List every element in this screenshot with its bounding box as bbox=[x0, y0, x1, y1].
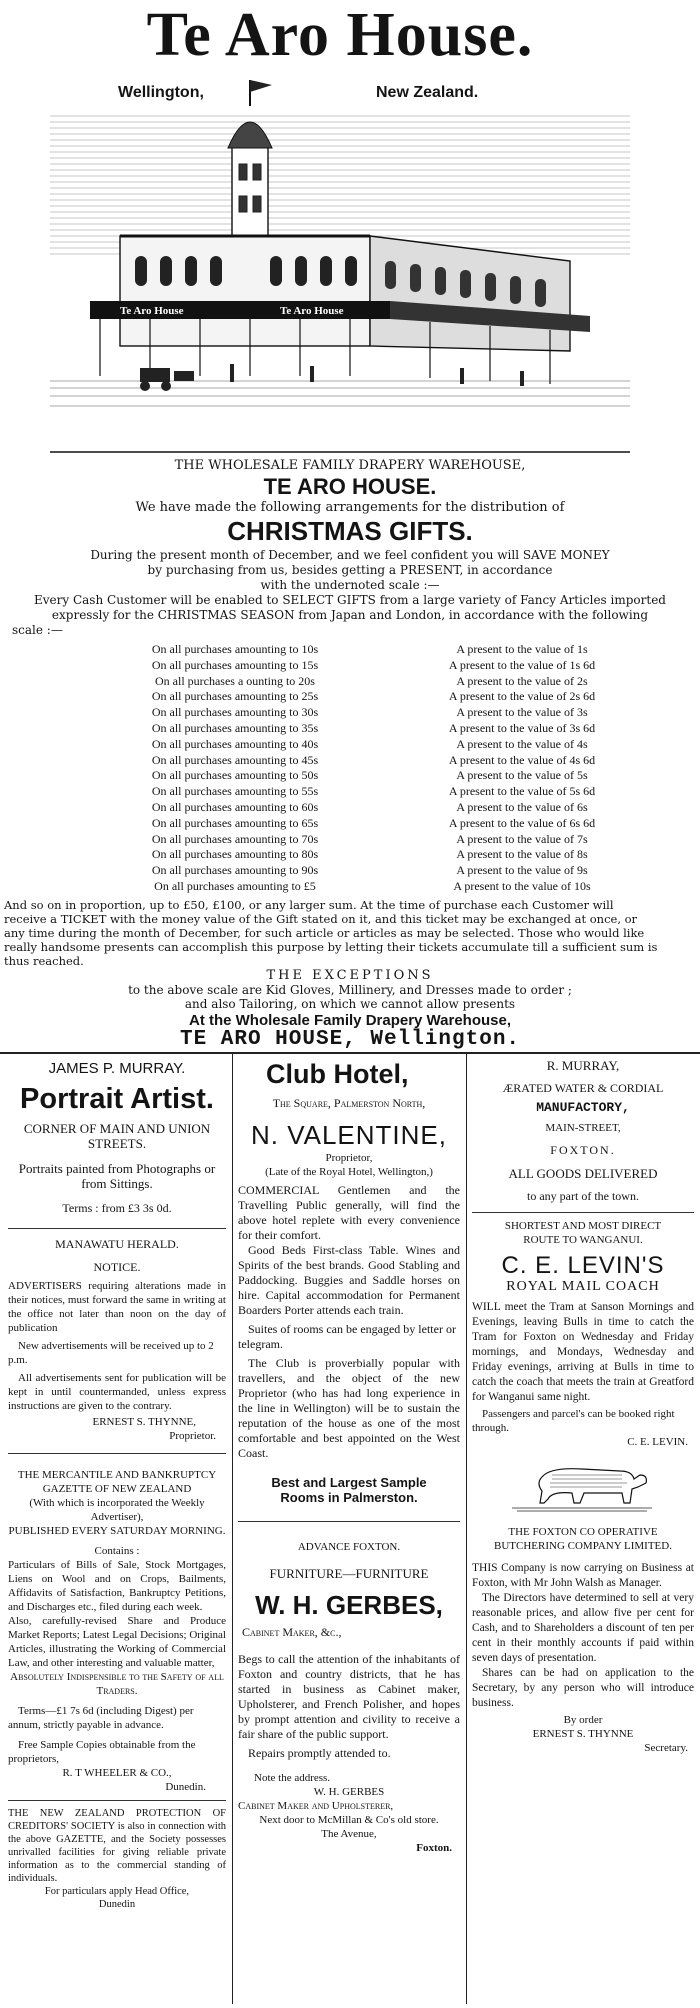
rmurray-town-2: to any part of the town. bbox=[527, 1189, 639, 1203]
scale-purchase: On all purchases amounting to 10s bbox=[151, 642, 319, 656]
exceptions-block bbox=[0, 968, 700, 1051]
scale-present: A present to the value of 2s 6d bbox=[448, 689, 596, 704]
scale-purchase: On all purchases amounting to 80s bbox=[151, 847, 319, 862]
scale-present: A present to the value of 6s bbox=[456, 800, 588, 814]
herald-signature: ERNEST S. THYNNE, bbox=[92, 1416, 196, 1428]
scale-purchase: On all purchases amounting to 25s bbox=[151, 689, 319, 704]
divider bbox=[472, 1212, 694, 1213]
herald-title: MANAWATU HERALD. bbox=[55, 1237, 179, 1251]
ad-para3-line2: receive a TICKET with the money value of the Gift stated on it, and this ticket may be exchanged at once, or bbox=[4, 912, 638, 926]
scale-row bbox=[0, 768, 700, 784]
butcher-title: THE FOXTON CO OPERATIVE BUTCHERING COMPANY LIMITED. bbox=[494, 1526, 672, 1552]
column-2 bbox=[238, 1058, 460, 1855]
herald-para-1: ADVERTISERS requiring alterations made in their notices, must forward the same in writing at the office not later than noon on the day of publication bbox=[8, 1280, 226, 1334]
scale-present: A present to the value of 5s bbox=[456, 768, 588, 783]
scale-purchase: On all purchases amounting to 40s bbox=[151, 736, 319, 751]
scale-purchase: On all purchases a ounting to 20s bbox=[155, 673, 315, 688]
hotel-best-rooms: Best and Largest Sample Rooms in Palmerston. bbox=[271, 1475, 427, 1505]
murray-desc: Portraits painted from Photographs or from Sittings. bbox=[18, 1161, 216, 1191]
ad-intro: We have made the following arrangements for the distribution of bbox=[135, 500, 565, 515]
ad-para3-line1: And so on in proportion, up to £50, £100, or any larger sum. At the time of purchase each Customer will bbox=[4, 898, 614, 912]
hotel-para-2: Good Beds First-class Table. Wines and Spirits of the best brands. Good Stabling and Paddocking. Buggies and Saddle horses on hire. Capital accommodation for Permanent Boarders Porter attends each train. bbox=[238, 1243, 460, 1317]
scale-present: A present to the value of 8s bbox=[456, 847, 588, 862]
levin-para-2: Passengers and parcel's can be booked right through. bbox=[472, 1408, 675, 1434]
ad-para1-line1: During the present month of December, and we feel confident you will SAVE MONEY bbox=[90, 548, 610, 562]
levin-route-2: ROUTE TO WANGANUI. bbox=[523, 1234, 643, 1246]
scale-purchase: On all purchases amounting to 15s bbox=[151, 657, 319, 672]
column-divider-2 bbox=[466, 1054, 467, 2004]
gerbes-advance: ADVANCE FOXTON. bbox=[297, 1541, 401, 1553]
ad-para3-line3: any time during the month of December, for such article or articles as may be selected. Those who would like bbox=[4, 926, 645, 940]
gerbes-role: Cabinet Maker, &c., bbox=[242, 1625, 342, 1639]
gazette-signature: R. T WHEELER & CO., bbox=[62, 1767, 172, 1779]
scale-purchase: On all purchases amounting to 65s bbox=[151, 815, 319, 830]
butcher-para-3: Shares can be had on application to the Secretary, by any person who will introduce business. bbox=[472, 1667, 694, 1709]
hotel-address: The Square, Palmerston North, bbox=[272, 1096, 426, 1110]
bull-illustration bbox=[472, 1453, 694, 1523]
banner-title: Te Aro House. bbox=[146, 1, 534, 69]
divider bbox=[8, 1800, 226, 1801]
scale-purchase: On all purchases amounting to 90s bbox=[151, 863, 319, 878]
ad-heading-1: THE WHOLESALE FAMILY DRAPERY WAREHOUSE, bbox=[174, 458, 526, 473]
scale-purchase: On all purchases amounting to 55s bbox=[151, 784, 319, 799]
street-lines bbox=[50, 381, 630, 406]
te-aro-banner bbox=[20, 1, 660, 456]
gazette-subtitle: (With which is incorporated the Weekly Advertiser), bbox=[29, 1497, 205, 1523]
divider bbox=[8, 1453, 226, 1454]
gazette-para-3: Absolutely Indispensible to the Safety of all Traders. bbox=[10, 1671, 224, 1697]
gerbes-note: Note the address. bbox=[254, 1772, 331, 1784]
tower-dome bbox=[228, 122, 272, 148]
rmurray-manufactory: MANUFACTORY, bbox=[536, 1100, 630, 1115]
gazette-title: THE MERCANTILE AND BANKRUPTCY GAZETTE OF NEW ZEALAND bbox=[17, 1469, 217, 1495]
column-3 bbox=[472, 1058, 694, 1755]
scale-present: A present to the value of 10s bbox=[453, 879, 591, 893]
gerbes-furniture: FURNITURE—FURNITURE bbox=[269, 1566, 429, 1581]
ad-heading-3: CHRISTMAS GIFTS. bbox=[227, 516, 473, 546]
levin-name: C. E. LEVIN'S bbox=[501, 1252, 665, 1279]
gerbes-address-2: The Avenue, bbox=[321, 1828, 377, 1840]
scale-purchase: On all purchases amounting to 30s bbox=[151, 705, 319, 720]
levin-route-1: SHORTEST AND MOST DIRECT bbox=[504, 1220, 662, 1232]
ad-para1-line2: by purchasing from us, besides getting a PRESENT, in accordance bbox=[147, 563, 553, 577]
herald-para-2: New advertisements will be received up to 2 p.m. bbox=[8, 1340, 214, 1366]
scale-purchase: On all purchases amounting to £5 bbox=[154, 879, 316, 893]
bull-body bbox=[539, 1469, 646, 1503]
butcher-signature-role: Secretary. bbox=[644, 1742, 688, 1754]
scale-row bbox=[0, 658, 700, 674]
hotel-title: Club Hotel, bbox=[266, 1059, 409, 1089]
rmurray-town: FOXTON. bbox=[550, 1143, 616, 1157]
column-top-rule bbox=[0, 1052, 700, 1054]
scale-present: A present to the value of 3s 6d bbox=[448, 721, 596, 735]
banner-country: New Zealand. bbox=[370, 84, 484, 102]
gerbes-name: W. H. GERBES, bbox=[255, 1590, 443, 1620]
building-front bbox=[120, 236, 370, 346]
butcher-by-order: By order bbox=[563, 1714, 603, 1726]
scale-row bbox=[0, 753, 700, 769]
murray-title: Portrait Artist. bbox=[20, 1083, 214, 1115]
scale-row bbox=[0, 847, 700, 863]
scale-row bbox=[0, 674, 700, 690]
scale-row bbox=[0, 879, 700, 895]
murray-address: CORNER OF MAIN AND UNION STREETS. bbox=[23, 1121, 211, 1151]
hotel-late: (Late of the Royal Hotel, Wellington,) bbox=[265, 1166, 433, 1178]
gazette-para-1: Particulars of Bills of Sale, Stock Mortgages, Liens on Wool and on Crops, Bailments, Affidavits of Satisfaction, Bankruptcy Petitions, and Discharges etc., filed during each week. bbox=[8, 1559, 226, 1613]
flag bbox=[250, 80, 272, 92]
banner-city: Wellington, bbox=[112, 84, 210, 102]
protection-place: Dunedin bbox=[98, 1899, 136, 1910]
ad-heading-2: TE ARO HOUSE. bbox=[263, 474, 437, 499]
gerbes-town: Foxton. bbox=[416, 1842, 452, 1854]
ad-para2-line1: Every Cash Customer will be enabled to SELECT GIFTS from a large variety of Fancy Articles imported bbox=[34, 593, 666, 607]
hotel-para-1: COMMERCIAL Gentlemen and the Travelling Public generally, will find the above hotel replete with every convenience for their comfort. bbox=[238, 1183, 460, 1242]
gerbes-name-2: W. H. GERBES bbox=[313, 1786, 385, 1798]
scale-present: A present to the value of 1s 6d bbox=[448, 657, 596, 672]
sky-hatching bbox=[50, 116, 630, 254]
gazette-para-2: Also, carefully-revised Share and Produce Market Reports; Latest Legal Decisions; Original Articles, illustrating the Working of Commercial Law, and other interesting and valuable matter, bbox=[8, 1615, 226, 1669]
scale-present: A present to the value of 4s bbox=[456, 736, 588, 751]
gazette-sample: Free Sample Copies obtainable from the proprietors, bbox=[8, 1739, 196, 1765]
sign-right: Te Aro House bbox=[280, 305, 344, 317]
hotel-owner-role: Proprietor, bbox=[325, 1152, 373, 1164]
hotel-para-4: The Club is proverbially popular with travellers, and the object of the new Proprietor (who has had long experience in the line in Wellington) will be to sustain the reputation of the house as one of the most comfortable and best appointed on the West Coast. bbox=[238, 1356, 460, 1460]
butcher-para-2: The Directors have determined to sell at very reasonable prices, and allow five per cent for Cash, and to Shareholders a discount of ten per cent in their monthly accounts if paid within seven days of presentation. bbox=[472, 1592, 694, 1664]
exceptions-title: THE EXCEPTIONS bbox=[266, 968, 434, 983]
levin-coach: ROYAL MAIL COACH bbox=[506, 1279, 660, 1294]
christmas-gifts-ad bbox=[0, 458, 700, 988]
hotel-owner: N. VALENTINE, bbox=[250, 1120, 447, 1150]
butcher-para-1: THIS Company is now carrying on Business at Foxton, with Mr John Walsh as Manager. bbox=[472, 1562, 694, 1589]
column-1 bbox=[8, 1058, 226, 1911]
divider bbox=[238, 1521, 460, 1522]
scale-row bbox=[0, 816, 700, 832]
scale-purchase: On all purchases amounting to 45s bbox=[151, 752, 319, 767]
ad-footer-2: TE ARO HOUSE, Wellington. bbox=[179, 1028, 521, 1051]
scale-present: A present to the value of 2s bbox=[456, 673, 588, 688]
gerbes-para-2: Repairs promptly attended to. bbox=[248, 1746, 391, 1760]
levin-signature: C. E. LEVIN. bbox=[627, 1436, 688, 1448]
hotel-para-3: Suites of rooms can be engaged by letter or telegram. bbox=[238, 1322, 456, 1351]
gazette-signature-place: Dunedin. bbox=[165, 1781, 206, 1793]
gerbes-address: Next door to McMillan & Co's old store. bbox=[259, 1814, 439, 1826]
bull-ground bbox=[512, 1508, 652, 1511]
ad-footer-1: At the Wholesale Family Drapery Warehouse, bbox=[188, 1012, 512, 1029]
column-divider-1 bbox=[232, 1054, 233, 2004]
scale-row bbox=[0, 800, 700, 816]
scale-purchase: On all purchases amounting to 50s bbox=[151, 768, 319, 783]
ad-para3-line5: thus reached. bbox=[4, 954, 84, 968]
ad-para1-line3: with the undernoted scale :— bbox=[260, 578, 440, 592]
rmurray-street: MAIN-STREET, bbox=[545, 1122, 621, 1134]
scale-present: A present to the value of 7s bbox=[456, 831, 588, 846]
scale-present: A present to the value of 9s bbox=[456, 863, 588, 878]
ad-para2-line3: scale :— bbox=[12, 623, 63, 637]
murray-terms: Terms : from £3 3s 0d. bbox=[62, 1201, 172, 1215]
scale-present: A present to the value of 3s bbox=[456, 705, 588, 720]
herald-notice: NOTICE. bbox=[93, 1260, 141, 1274]
protection-para: THE NEW ZEALAND PROTECTION OF CREDITORS' SOCIETY is also in connection with the above GAZETTE, and the Society possesses unrivalled facilities for giving reliable private information as to the commercial standing of individuals. bbox=[8, 1808, 226, 1884]
scale-present: A present to the value of 4s 6d bbox=[448, 752, 596, 767]
exceptions-line2: and also Tailoring, on which we cannot allow presents bbox=[184, 997, 516, 1011]
scale-row bbox=[0, 689, 700, 705]
scale-row bbox=[0, 737, 700, 753]
ad-para3-line4: really handsome presents can accomplish this purpose by letting their tickets accumulate till a sufficient sum is bbox=[4, 940, 658, 954]
herald-signature-role: Proprietor. bbox=[169, 1430, 216, 1442]
protection-apply: For particulars apply Head Office, bbox=[44, 1886, 190, 1897]
scale-row bbox=[0, 721, 700, 737]
sign-left: Te Aro House bbox=[120, 305, 184, 317]
scale-row bbox=[0, 784, 700, 800]
gerbes-para-1: Begs to call the attention of the inhabitants of Foxton and country districts, that he has started in business as Cabinet maker, Upholsterer, and French Polisher, and hopes by prompt attention and civility to receive a fair share of the public support. bbox=[238, 1652, 460, 1741]
rmurray-goods: ALL GOODS DELIVERED bbox=[508, 1166, 658, 1181]
gazette-published: PUBLISHED EVERY SATURDAY MORNING. bbox=[8, 1525, 226, 1537]
scale-row bbox=[0, 642, 700, 658]
ad-para2-line2: expressly for the CHRISTMAS SEASON from Japan and London, in accordance with the following bbox=[51, 608, 649, 622]
gerbes-role-2: Cabinet Maker and Upholsterer, bbox=[238, 1800, 394, 1812]
scale-present: A present to the value of 6s 6d bbox=[448, 815, 596, 830]
herald-para-3: All advertisements sent for publication will be kept in until countermanded, unless express instructions are given to the contrary. bbox=[8, 1372, 226, 1412]
exceptions-line1: to the above scale are Kid Gloves, Millinery, and Dresses made to order ; bbox=[128, 983, 572, 997]
levin-para-1: WILL meet the Tram at Sanson Mornings and Evenings, leaving Bulls in time to catch the Tram for Foxton on Wednesday and Friday mornings, and Mondays, Wednesday and Friday evenings, arriving at Bulls in time to catch the coach that meets the train at Greatford for Wanganui same night. bbox=[472, 1301, 694, 1403]
scale-purchase: On all purchases amounting to 35s bbox=[151, 721, 319, 735]
divider bbox=[8, 1228, 226, 1229]
rmurray-trade: ÆRATED WATER & CORDIAL bbox=[502, 1081, 664, 1095]
scale-row bbox=[0, 863, 700, 879]
butcher-signature: ERNEST S. THYNNE bbox=[532, 1728, 634, 1740]
scale-purchase: On all purchases amounting to 70s bbox=[151, 831, 319, 846]
rmurray-name: R. MURRAY, bbox=[546, 1058, 620, 1073]
pedestrians bbox=[230, 364, 524, 386]
scale-purchase: On all purchases amounting to 60s bbox=[151, 800, 319, 814]
gazette-contains: Contains : bbox=[94, 1545, 140, 1557]
carriage bbox=[140, 368, 194, 391]
scale-present: A present to the value of 1s bbox=[456, 642, 588, 656]
scale-row bbox=[0, 705, 700, 721]
murray-name: JAMES P. MURRAY. bbox=[48, 1060, 186, 1077]
gazette-terms: Terms—£1 7s 6d (including Digest) per annum, strictly payable in advance. bbox=[8, 1705, 194, 1731]
scale-row bbox=[0, 832, 700, 848]
te-aro-house-illustration bbox=[50, 76, 630, 454]
scale-present: A present to the value of 5s 6d bbox=[448, 784, 596, 799]
